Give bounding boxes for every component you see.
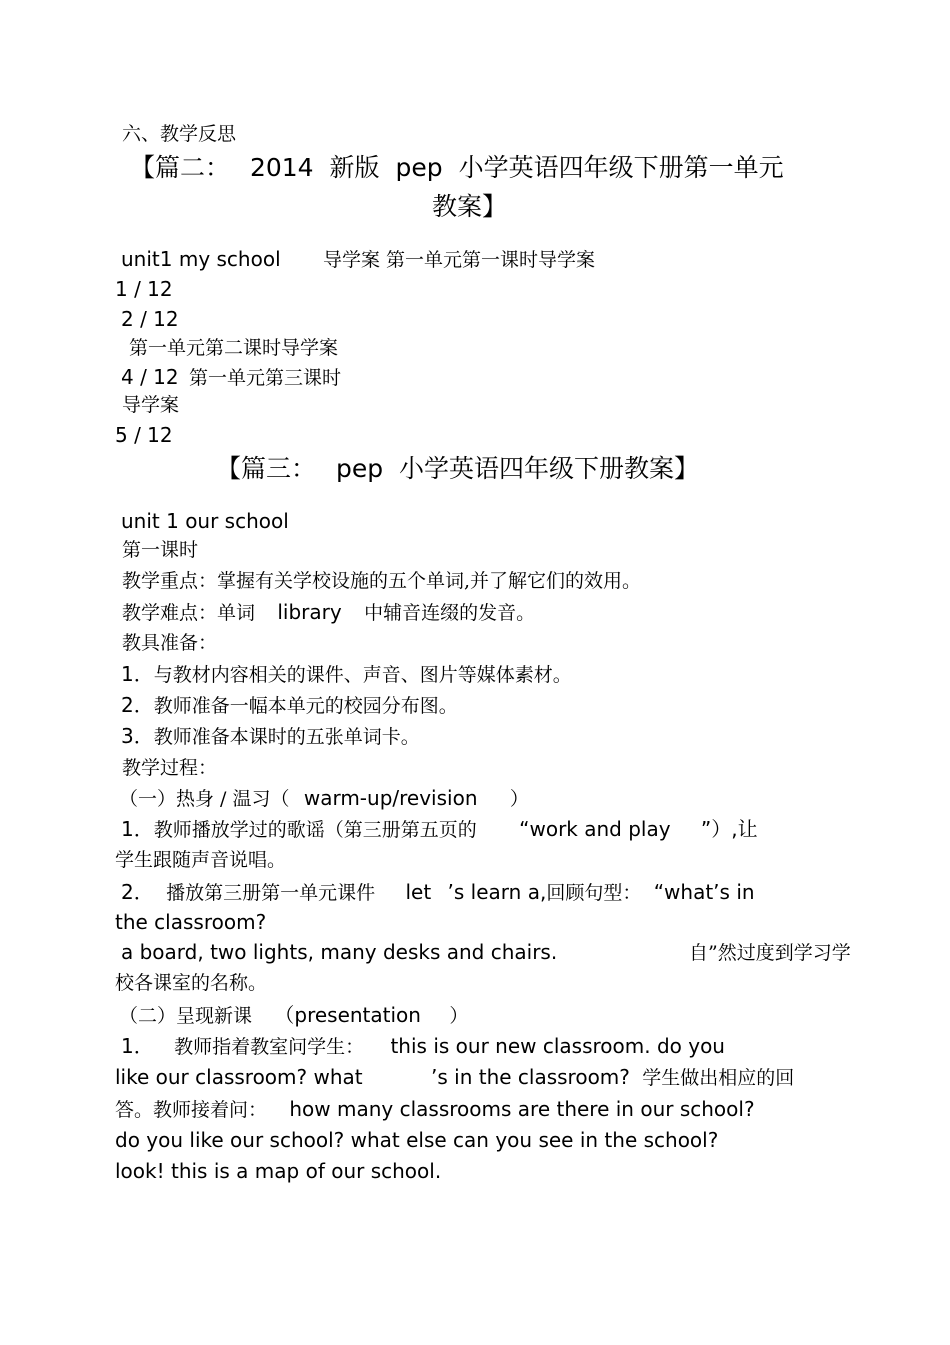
article3-step1 (121, 816, 758, 843)
article3-title-rest: 小学英语四年级下册教案】 (399, 454, 700, 483)
article3-lesson: 第一课时 (122, 539, 199, 561)
article3-presentation (119, 1002, 468, 1029)
article3-step2-en3: “what’s in (653, 880, 755, 904)
article3-material3-num: 3． (121, 724, 154, 748)
article2-lesson2: 第一单元第二课时导学案 (129, 337, 339, 359)
article3-material2 (121, 692, 458, 719)
article2-page5: 5 / 12 (115, 423, 173, 447)
article3-step2-c: the classroom? (115, 910, 267, 934)
article2-unit-line (121, 246, 595, 273)
article2-unit-en: unit1 my school (121, 247, 281, 271)
article3-step1-b: ”）,让 (700, 817, 758, 841)
article3-warmup-a: （一）热身 / 温习（ (119, 788, 290, 810)
article2-page2: 2 / 12 (121, 307, 179, 331)
article3-step1-en: “work and play (519, 817, 671, 841)
article2-title-year: 2014 (249, 153, 314, 182)
article3-p1-d: 学生做出相应的回 (642, 1067, 795, 1089)
article3-difficulty-a: 教学难点：单词 (122, 602, 256, 624)
article3-p1-e: 答。教师接着问： (115, 1099, 268, 1121)
article2-page4-line (121, 364, 341, 391)
article3-p1 (121, 1033, 725, 1060)
article3-p1-line3 (115, 1096, 755, 1123)
article2-lesson3a: 第一单元第三课时 (189, 367, 342, 389)
article3-present-a: （二）呈现新课 (119, 1005, 253, 1027)
article3-unit-title: unit 1 our school (121, 509, 289, 533)
article2-title-open: 【篇二： (130, 153, 231, 182)
article3-step2-b: 回顾句型： (546, 882, 642, 904)
article3-title-open: 【篇三： (216, 454, 317, 483)
article3-material1-num: 1． (121, 662, 154, 686)
article3-present-b: ） (449, 1005, 469, 1027)
article2-page4: 4 / 12 (121, 365, 179, 389)
article2-title-pep: pep (395, 153, 443, 182)
article3-material1-text: 与教材内容相关的课件、声音、图片等媒体素材。 (153, 664, 572, 686)
article3-step1-c: 学生跟随声音说唱。 (115, 849, 287, 871)
article2-title-a: 新版 (329, 153, 380, 182)
article3-difficulty-word: library (277, 600, 342, 624)
article3-p1-a: 教师指着教室问学生： (174, 1036, 365, 1058)
article3-step2-e: 自”然过度到学习学 (689, 942, 851, 964)
article3-title (216, 452, 699, 486)
article3-warmup (119, 785, 529, 812)
article3-material3-text: 教师准备本课时的五张单词卡。 (153, 726, 420, 748)
article3-material3 (121, 723, 420, 750)
article3-present-en: （presentation (274, 1003, 421, 1027)
article3-p1-num: 1． (121, 1034, 154, 1058)
article3-p1-g: do you like our school? what else can you see in the school? (115, 1128, 719, 1152)
article3-step2-num: 2． (121, 880, 154, 904)
article2-page1: 1 / 12 (115, 277, 173, 301)
article3-title-pep: pep (335, 454, 384, 483)
article3-difficulty (122, 599, 535, 626)
article3-difficulty-b: 中辅音连缀的发音。 (364, 602, 536, 624)
article3-material2-text: 教师准备一幅本单元的校园分布图。 (153, 695, 458, 717)
article3-key-point: 教学重点：掌握有关学校设施的五个单词,并了解它们的效用。 (122, 570, 642, 592)
article3-material2-num: 2． (121, 693, 154, 717)
article3-warmup-b: ） (509, 788, 529, 810)
article3-p1-line2 (115, 1064, 794, 1091)
article2-title-line1 (130, 151, 784, 185)
article2-unit-cn: 导学案 第一单元第一课时导学案 (323, 249, 596, 271)
article3-step2-en1: let (405, 880, 432, 904)
article3-step2 (121, 879, 755, 906)
article3-material1 (121, 661, 572, 688)
article3-step2-d: a board, two lights, many desks and chairs. (121, 940, 558, 964)
article2-lesson3b: 导学案 (122, 394, 180, 416)
article3-p1-f: how many classrooms are there in our school? (289, 1097, 755, 1121)
reflection-heading: 六、教学反思 (122, 123, 237, 145)
article3-p1-b: like our classroom? what (115, 1065, 363, 1089)
article2-title-line2: 教案】 (432, 192, 508, 221)
article3-step2-a: 播放第三册第一单元课件 (166, 882, 376, 904)
article3-process-heading: 教学过程： (122, 757, 218, 779)
article3-step1-num: 1． (121, 817, 154, 841)
article3-step2-f: 校各课室的名称。 (115, 972, 268, 994)
article3-p1-h: look! this is a map of our school. (115, 1159, 442, 1183)
article3-materials-heading: 教具准备： (122, 632, 218, 654)
article3-p1-c: ’s in the classroom? (431, 1065, 630, 1089)
article3-warmup-en: warm-up/revision (303, 786, 478, 810)
article2-title-b: 小学英语四年级下册第一单元 (458, 153, 784, 182)
article3-p1-en: this is our new classroom. do you (390, 1034, 725, 1058)
article3-step2-en2: ’s learn a, (447, 880, 547, 904)
article3-step1-a: 教师播放学过的歌谣（第三册第五页的 (153, 819, 477, 841)
